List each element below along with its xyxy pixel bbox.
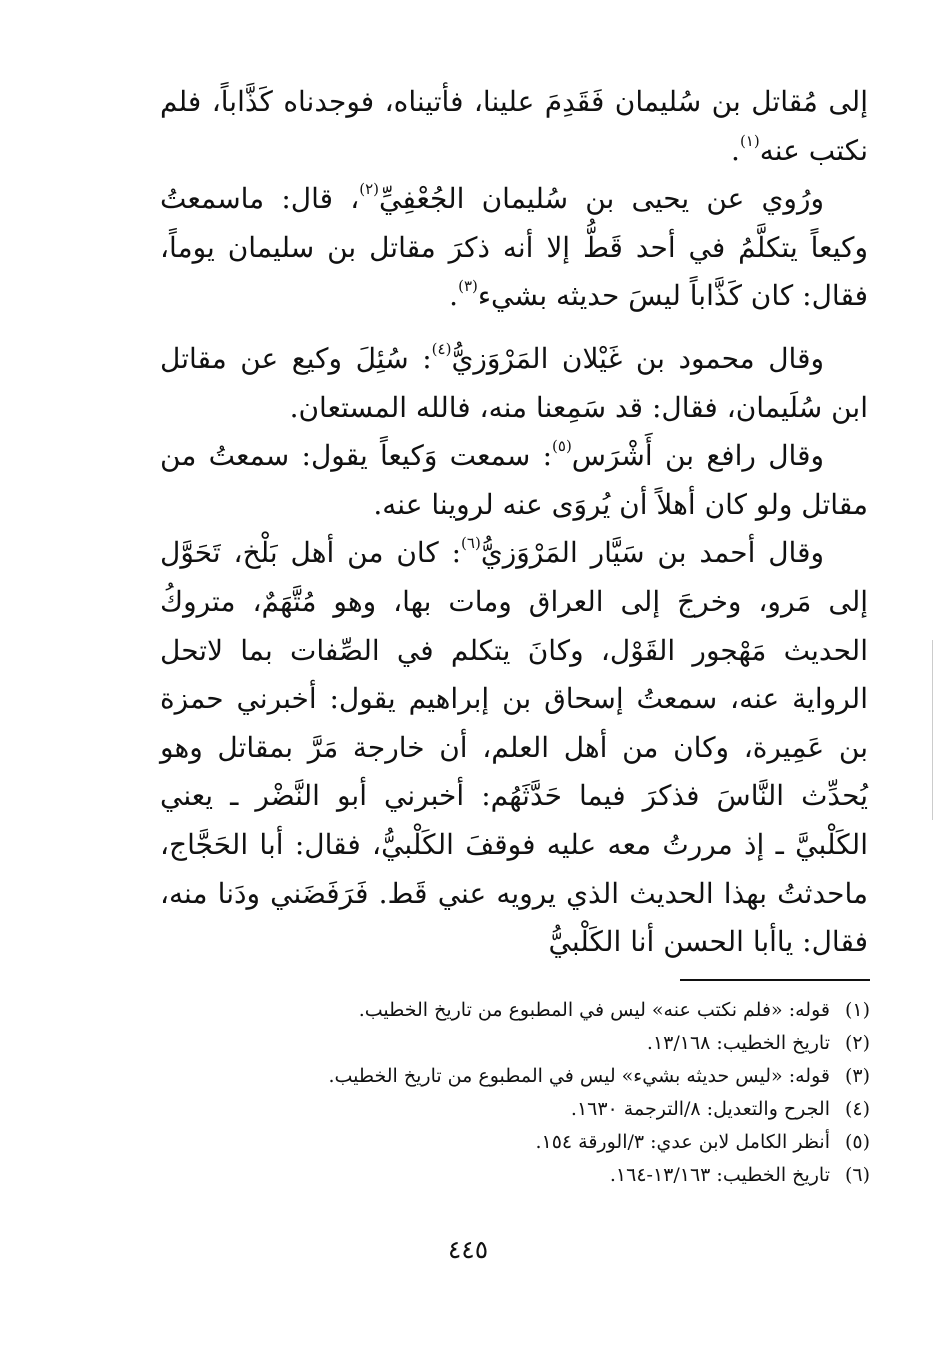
- footnote-ref-3[interactable]: (٣): [458, 277, 478, 296]
- page-number: ٤٤٥: [447, 1235, 489, 1264]
- footnote-text: الجرح والتعديل: ٨/الترجمة ١٦٣٠.: [570, 1098, 830, 1120]
- footnote-text: أنظر الكامل لابن عدي: ٣/الورقة ١٥٤.: [535, 1131, 830, 1153]
- footnote-number: (٦): [844, 1164, 870, 1186]
- footnote-text: قوله: «فلم نكتب عنه» ليس في المطبوع من تاريخ الخطيب.: [358, 999, 830, 1021]
- paragraph-3: [160, 335, 868, 432]
- footnote-ref-5[interactable]: (٥): [552, 437, 572, 456]
- footnote-ref-1[interactable]: (١): [739, 131, 760, 150]
- paragraph-2-end: .: [449, 279, 459, 313]
- paragraph-2: [160, 175, 868, 321]
- footnote-2: [280, 1027, 870, 1060]
- footnote-separator: [680, 979, 870, 981]
- paragraph-1-end: .: [731, 133, 740, 167]
- footnote-text: قوله: «ليس حديثه بشيء» ليس في المطبوع من تاريخ الخطيب.: [328, 1065, 830, 1087]
- footnote-6: [280, 1159, 870, 1192]
- paragraph-4-text-a: وقال رافع بن أَشْرَس: [571, 439, 824, 473]
- paragraph-3-text-a: وقال محمود بن غَيْلان المَرْوَزيُّ: [451, 341, 824, 375]
- footnote-number: (٤): [844, 1098, 870, 1120]
- footnote-number: (٢): [844, 1032, 870, 1054]
- footnote-1: [280, 994, 870, 1027]
- paragraph-4-text-b: : سمعت وَكيعاً يقول: سمعتُ من مقاتل ولو كان أهلاً أن يُروَى عنه لروينا عنه.: [160, 439, 868, 521]
- footnote-text: تاريخ الخطيب: ١٣/١٦٣-١٦٤.: [609, 1164, 830, 1186]
- footnote-ref-6[interactable]: (٦): [461, 534, 481, 553]
- page-edge-mark: [932, 640, 933, 820]
- footnote-3: [280, 1060, 870, 1093]
- footnote-4: [280, 1093, 870, 1126]
- footnote-ref-4[interactable]: (٤): [431, 339, 452, 358]
- footnote-ref-2[interactable]: (٢): [359, 180, 380, 199]
- footnotes: [280, 994, 870, 1192]
- paragraph-1-text: إلى مُقاتل بن سُليمان فَقَدِمَ علينا، فأتيناه، فوجدناه كَذَّاباً، فلم نكتب عنه: [160, 85, 868, 167]
- main-text: [160, 78, 868, 967]
- paragraph-5-text-a: وقال أحمد بن سَيَّار المَرْوَزيُّ: [480, 536, 824, 570]
- footnote-number: (٣): [844, 1065, 870, 1087]
- footnote-5: [280, 1126, 870, 1159]
- paragraph-5-text-b: : كان من أهل بَلْخ، تَحَوَّل إلى مَرو، وخرجَ إلى العراق ومات بها، وهو مُتَّهَمٌ، متروكُ الحديث مَهْجور القَوْل، وكانَ يتكلم في الصِّفات بما لاتحل الرواية عنه، سمعتُ إسحاق بن إبراهيم يقول: أخبرني حمزة بن عَمِيرة، وكان من أهل العلم، أن خارجة مَرَّ بمقاتل وهو يُحدِّث النَّاسَ فذكرَ فيما حَدَّثَهُم: أخبرني أبو النَّضْر ـ يعني الكَلْبيَّ ـ إذ مررتُ معه عليه فوقفَ الكَلْبيُّ، فقال: أبا الحَجَّاج، ماحدثتُ بهذا الحديث الذي يرويه عني قَط. فَرَفَضَني ودَنا منه، فقال: ياأبا الحسن أنا الكَلْبيُّ: [160, 536, 868, 959]
- footnote-number: (١): [844, 999, 870, 1021]
- paragraph-3-text-b: : سُئِلَ وكيع عن مقاتل ابن سُلَيمان، فقال: قد سَمِعنا منه، فالله المستعان.: [160, 341, 868, 424]
- paragraph-2-text-b: ، قال: ماسمعتُ وكيعاً يتكلَّمُ في أحد قَطُّ إلا أنه ذكرَ مقاتل بن سليمان يوماً، فقال: كان كَذَّاباً ليسَ حديثه بشيء: [160, 182, 868, 313]
- footnote-number: (٥): [844, 1131, 870, 1153]
- paragraph-5: [160, 529, 868, 966]
- paragraph-4: [160, 432, 868, 529]
- footnote-text: تاريخ الخطيب: ١٣/١٦٨.: [646, 1032, 830, 1054]
- paragraph-2-text-a: ورُوي عن يحيى بن سُليمان الجُعْفِيِّ: [379, 182, 824, 216]
- paragraph-1: [160, 78, 868, 175]
